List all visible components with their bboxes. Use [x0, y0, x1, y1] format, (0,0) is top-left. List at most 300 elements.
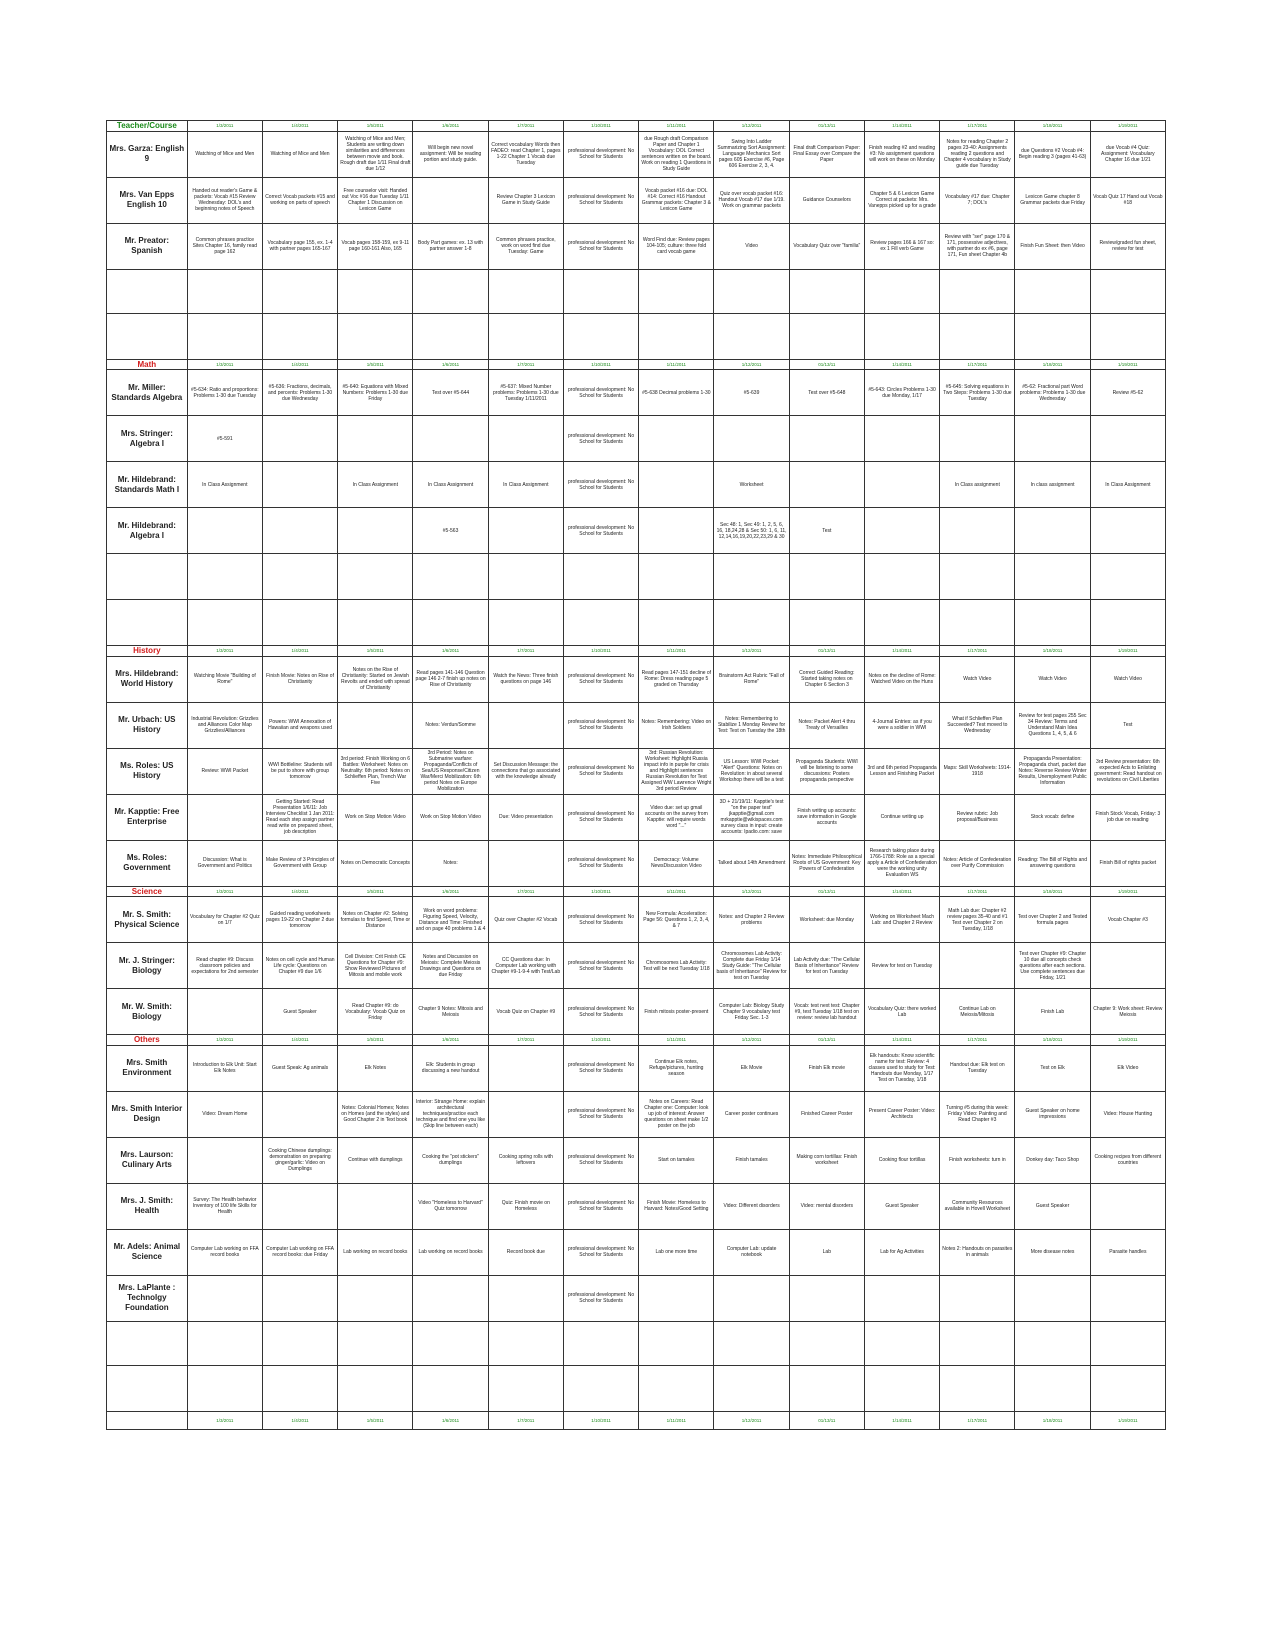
assignment-cell: More disease notes — [1015, 1229, 1090, 1275]
date-cell: 1/12/2011 — [714, 121, 789, 132]
assignment-cell — [639, 1275, 714, 1321]
assignment-cell: Work on Stop Motion Video — [413, 794, 488, 840]
teacher-name — [107, 269, 188, 313]
assignment-cell — [714, 554, 789, 600]
date-cell: 1/4/2011 — [262, 121, 337, 132]
date-cell: 1/14/2011 — [864, 359, 939, 370]
date-cell: 1/5/2011 — [338, 1035, 413, 1046]
assignment-cell: Review rubric: Job proposal/Business — [940, 794, 1015, 840]
date-cell: 1/19/2011 — [1090, 121, 1165, 132]
teacher-row — [107, 554, 1166, 600]
assignment-cell — [338, 702, 413, 748]
assignment-cell: In Class Assignment — [488, 462, 563, 508]
assignment-cell — [639, 269, 714, 313]
assignment-cell: professional development: No School for Students — [563, 1183, 638, 1229]
assignment-cell: 3rd period: Finish Working on 6 Battles: Worksheet: Notes on Neutrality: 6th period: Notes on Schlieffen Plan, Trench War Five — [338, 748, 413, 794]
assignment-cell — [187, 1365, 262, 1411]
assignment-cell: #5-638 Decimal problems 1-30 — [639, 370, 714, 416]
assignment-cell: Elk: Students in group discussing a new handout — [413, 1045, 488, 1091]
assignment-cell: #5-634: Ratio and proportions: Problems 1-30 due Tuesday — [187, 370, 262, 416]
assignment-cell: Vocabulary #17 due: Chapter 7; DOL's — [940, 177, 1015, 223]
assignment-cell: Guest Speaker on home impressions — [1015, 1091, 1090, 1137]
assignment-cell — [187, 554, 262, 600]
teacher-name: Mrs. J. Smith: Health — [107, 1183, 188, 1229]
teacher-row — [107, 600, 1166, 646]
assignment-cell: Computer Lab: update notebook — [714, 1229, 789, 1275]
assignment-cell — [1090, 1275, 1165, 1321]
assignment-cell: Elk Movie — [714, 1045, 789, 1091]
assignment-cell: Notes: — [413, 840, 488, 886]
assignment-cell: professional development: No School for Students — [563, 416, 638, 462]
assignment-cell: Notes for reading Chapter 2 pages 23-40: Assignments reading 2 questions and Chapter 4 vocabulary in Study guide due Tuesday — [940, 131, 1015, 177]
assignment-cell: Notes: and Chapter 2 Review problems — [714, 897, 789, 943]
date-cell: 1/7/2011 — [488, 1035, 563, 1046]
teacher-name: Ms. Roles: US History — [107, 748, 188, 794]
assignment-cell — [338, 1365, 413, 1411]
assignment-cell — [262, 1321, 337, 1365]
assignment-cell — [338, 416, 413, 462]
assignment-cell: 3rd and 6th period Propaganda Lesson and Finishing Packet — [864, 748, 939, 794]
assignment-cell: Vocab Chapter #3 — [1090, 897, 1165, 943]
date-header-row — [107, 886, 1166, 897]
assignment-cell — [187, 989, 262, 1035]
assignment-cell — [714, 269, 789, 313]
assignment-cell: In Class Assignment — [1090, 462, 1165, 508]
date-cell: 1/12/2011 — [714, 1411, 789, 1429]
assignment-cell — [1015, 600, 1090, 646]
assignment-cell — [789, 462, 864, 508]
assignment-cell: Handed out reader's Game & packets: Vocab #15 Review Wednesday: DOL's and beginning notes of Speech — [187, 177, 262, 223]
teacher-name — [107, 600, 188, 646]
assignment-cell — [488, 1045, 563, 1091]
assignment-cell: Cell Division: Crit Finish CE Questions for Chapter #9: Show Reviewed Pictures of Mitosis and mobile work — [338, 943, 413, 989]
assignment-cell — [940, 554, 1015, 600]
assignment-cell — [1015, 313, 1090, 359]
teacher-name: Mrs. LaPlante : Technolgy Foundation — [107, 1275, 188, 1321]
assignment-cell — [488, 554, 563, 600]
assignment-cell: Guided reading worksheets pages 19-22 on Chapter 2 due tomorrow — [262, 897, 337, 943]
date-cell: 1/10/2011 — [563, 646, 638, 657]
date-cell: 1/7/2011 — [488, 359, 563, 370]
teacher-row — [107, 1137, 1166, 1183]
assignment-cell: Vocabulary Quiz: there worked Lab — [864, 989, 939, 1035]
date-cell: 1/5/2011 — [338, 646, 413, 657]
assignment-cell — [262, 554, 337, 600]
date-cell: 1/18/2011 — [1015, 359, 1090, 370]
date-cell: 1/3/2011 — [187, 121, 262, 132]
assignment-cell — [789, 269, 864, 313]
date-cell: 1/5/2011 — [338, 359, 413, 370]
assignment-cell: professional development: No School for Students — [563, 897, 638, 943]
assignment-cell: professional development: No School for Students — [563, 748, 638, 794]
teacher-name: Mr. Kapptie: Free Enterprise — [107, 794, 188, 840]
date-cell: 1/17/2011 — [940, 359, 1015, 370]
assignment-cell: professional development: No School for Students — [563, 1091, 638, 1137]
assignment-cell: Finish Fun Sheet: then Video — [1015, 223, 1090, 269]
assignment-cell: Getting Started: Read Presentation 1/6/11: Job Interview Checklist 1 Jan 2011: Read each step assign partner read write on prepared sheet, job description — [262, 794, 337, 840]
date-cell: 1/10/2011 — [563, 886, 638, 897]
section-label: History — [107, 646, 188, 657]
assignment-cell — [488, 1091, 563, 1137]
assignment-cell: 3rd: Russian Revolution: Worksheet: Highlight Russia impact info in purple for crisis and Highlight sentences Russian Revolution for Test Assigned WW Lawrence Wright 3rd period Review — [639, 748, 714, 794]
assignment-cell: Read Chapter #9: do Vocabulary: Vocab Quiz on Friday — [338, 989, 413, 1035]
date-cell: 1/3/2011 — [187, 886, 262, 897]
assignment-cell: #5-637: Mixed Number problems: Problems 1-30 due Tuesday 1/11/2011 — [488, 370, 563, 416]
footer-spacer — [107, 1411, 188, 1429]
assignment-cell — [413, 554, 488, 600]
assignment-cell — [864, 1275, 939, 1321]
assignment-cell: Introduction to Elk Unit: Start Elk Notes — [187, 1045, 262, 1091]
date-cell: 1/7/2011 — [488, 886, 563, 897]
assignment-cell: Vocab: test next test: Chapter #9, test Tuesday 1/18 test on review: review lab handout — [789, 989, 864, 1035]
date-cell: 1/18/2011 — [1015, 886, 1090, 897]
assignment-cell — [714, 1321, 789, 1365]
assignment-cell: Due: Video presentation — [488, 794, 563, 840]
assignment-cell: Elk handouts: Know scientific name for test: Review: 4 classes used to study for Test: Handouts due Monday, 1/17 Test on Tuesday, 1/18 — [864, 1045, 939, 1091]
assignment-cell — [413, 1365, 488, 1411]
assignment-cell: Test over #5-644 — [413, 370, 488, 416]
assignment-cell — [789, 554, 864, 600]
assignment-cell: Review for test on Tuesday — [864, 943, 939, 989]
assignment-cell — [413, 177, 488, 223]
assignment-cell — [940, 1275, 1015, 1321]
assignment-cell: Read chapter #9: Discuss classroom policies and expectations for 2nd semester — [187, 943, 262, 989]
date-header-row — [107, 1035, 1166, 1046]
date-cell: 1/4/2011 — [262, 1035, 337, 1046]
assignment-cell: professional development: No School for Students — [563, 840, 638, 886]
date-cell: 1/17/2011 — [940, 1035, 1015, 1046]
teacher-row — [107, 508, 1166, 554]
teacher-name: Mr. J. Stringer: Biology — [107, 943, 188, 989]
date-cell: 1/12/2011 — [714, 886, 789, 897]
assignment-cell: In Class Assignment — [413, 462, 488, 508]
teacher-name: Mrs. Smith Interior Design — [107, 1091, 188, 1137]
assignment-cell: Video "Homeless to Harvard" Quiz tomorrow — [413, 1183, 488, 1229]
assignment-cell — [187, 508, 262, 554]
assignment-cell — [488, 840, 563, 886]
assignment-cell: Video: mental disorders — [789, 1183, 864, 1229]
assignment-cell: Lab Activity due: "The Cellular Basis of Inheritance" Review for test on Tuesday — [789, 943, 864, 989]
assignment-cell: Finish reading #2 and reading #3: No assignment questions will work on these on Monday — [864, 131, 939, 177]
assignment-cell: #5-645: Solving equations in Two Steps: Problems 1-30 due Tuesday — [940, 370, 1015, 416]
date-cell: 01/13/11 — [789, 121, 864, 132]
assignment-cell: 3rd Review presentation: 6th expected Acts to Enlisting government: Read handout on revolutions on Civil Liberties — [1090, 748, 1165, 794]
date-cell: 1/6/2011 — [413, 1411, 488, 1429]
assignment-cell: Research taking place during 1766-1788: Role as a special apply a Article of Confederation were the working unity Evaluation WS — [864, 840, 939, 886]
date-cell: 1/11/2011 — [639, 359, 714, 370]
assignment-cell — [338, 600, 413, 646]
assignment-cell: Test over Chapter #9: Chapter 10 due all concepts check questions after each sections. Use complete sentences due Friday, 1/21 — [1015, 943, 1090, 989]
assignment-cell: Notes on Democratic Concepts — [338, 840, 413, 886]
assignment-cell: Worksheet: due Monday — [789, 897, 864, 943]
assignment-cell — [488, 269, 563, 313]
assignment-cell — [563, 554, 638, 600]
assignment-cell: Quiz over Chapter #2 Vocab — [488, 897, 563, 943]
assignment-cell — [262, 462, 337, 508]
assignment-cell: Elk Notes — [338, 1045, 413, 1091]
section-label: Math — [107, 359, 188, 370]
assignment-cell — [940, 269, 1015, 313]
date-cell: 01/13/11 — [789, 1411, 864, 1429]
assignment-cell — [262, 1091, 337, 1137]
date-cell: 1/3/2011 — [187, 1411, 262, 1429]
assignment-cell — [262, 1275, 337, 1321]
assignment-cell: New Formula: Acceleration: Page 56: Questions 1, 2, 3, 4, & 7 — [639, 897, 714, 943]
assignment-cell: Notes on Careers: Read Chapter one: Computer: look up job of interest: Answer questions on sheet make 1/2 poster on the job — [639, 1091, 714, 1137]
assignment-cell: Test over #5-648 — [789, 370, 864, 416]
assignment-cell — [1015, 554, 1090, 600]
assignment-cell — [1090, 1183, 1165, 1229]
assignment-cell: Notes: Packet Alert 4 thru Treaty of Versailles — [789, 702, 864, 748]
assignment-cell — [940, 1321, 1015, 1365]
date-header-row — [107, 121, 1166, 132]
assignment-cell: Finish Movie: Homeless to Harvard: Notes/Good Setting — [639, 1183, 714, 1229]
date-cell: 01/13/11 — [789, 886, 864, 897]
date-cell: 1/19/2011 — [1090, 1035, 1165, 1046]
teacher-row — [107, 1229, 1166, 1275]
date-cell: 1/3/2011 — [187, 359, 262, 370]
assignment-cell: Elk Video — [1090, 1045, 1165, 1091]
assignment-cell: Quiz: Finish movie on Homeless — [488, 1183, 563, 1229]
assignment-cell: #5-636: Fractions, decimals, and percents: Problems 1-30 due Wednesday — [262, 370, 337, 416]
assignment-cell: Video due: set up gmail accounts on the survey from Kapptie: will require words word "..." — [639, 794, 714, 840]
date-cell: 1/19/2011 — [1090, 1411, 1165, 1429]
assignment-cell — [940, 416, 1015, 462]
assignment-cell: In class assignment — [1015, 462, 1090, 508]
teacher-row — [107, 943, 1166, 989]
date-cell: 1/6/2011 — [413, 121, 488, 132]
assignment-cell: Brainstorm Act Rubric "Fall of Rome" — [714, 656, 789, 702]
assignment-cell — [488, 1365, 563, 1411]
assignment-cell — [488, 313, 563, 359]
assignment-cell — [563, 313, 638, 359]
assignment-cell: #5-643: Circles Problems 1-30 due Monday, 1/17 — [864, 370, 939, 416]
date-cell: 1/7/2011 — [488, 1411, 563, 1429]
assignment-cell: Watching of Mice and Men; Students are writing down similarities and differences between movie and book. Rough draft due 1/11 Final draft due 1/12 — [338, 131, 413, 177]
assignment-cell — [563, 600, 638, 646]
assignment-cell: Propaganda Students: WWI will be listening to some discussions: Posters propaganda perspective — [789, 748, 864, 794]
assignment-cell: Working on Worksheet Mach Lab: and Chapter 2 Review — [864, 897, 939, 943]
assignment-cell: Finish worksheets: turn in — [940, 1137, 1015, 1183]
assignment-cell: Video — [714, 223, 789, 269]
date-cell: 1/6/2011 — [413, 1035, 488, 1046]
assignment-cell: Cooking the "pot stickers" dumplings — [413, 1137, 488, 1183]
assignment-cell: Set Discussion Message: the connections that go associated with the knowledge already — [488, 748, 563, 794]
assignment-cell: Guest Speaker — [262, 989, 337, 1035]
date-cell: 1/4/2011 — [262, 1411, 337, 1429]
assignment-cell: Finish Lab — [1015, 989, 1090, 1035]
assignment-cell — [488, 1275, 563, 1321]
assignment-cell: #5-639 — [714, 370, 789, 416]
assignment-cell: Cooking recipes from different countries — [1090, 1137, 1165, 1183]
assignment-cell: Will begin new novel assignment: Will be reading portion and study guide. — [413, 131, 488, 177]
assignment-cell — [639, 313, 714, 359]
date-cell: 1/18/2011 — [1015, 1035, 1090, 1046]
assignment-cell: Watch the News: Three finish questions on page 146 — [488, 656, 563, 702]
assignment-cell: Test — [1090, 702, 1165, 748]
assignment-cell — [488, 508, 563, 554]
teacher-name: Mr. Preator: Spanish — [107, 223, 188, 269]
date-cell: 1/5/2011 — [338, 1411, 413, 1429]
assignment-cell: Notes on Chapter #2: Solving formulas to find Speed, Time or Distance — [338, 897, 413, 943]
assignment-cell — [413, 313, 488, 359]
date-cell: 1/18/2011 — [1015, 1411, 1090, 1429]
assignment-cell: Free counselor visit: Handed out Voc #16 due Tuesday 1/11 Chapter 1 Discussion on Lexicon Game — [338, 177, 413, 223]
assignment-cell: Video: Different disorders — [714, 1183, 789, 1229]
date-cell: 01/13/11 — [789, 1035, 864, 1046]
assignment-cell: Computer Lab: Biology Study Chapter 9 vocabulary test Friday Sec. 1-3 — [714, 989, 789, 1035]
assignment-cell: Guest Speaker — [864, 1183, 939, 1229]
section-label: Others — [107, 1035, 188, 1046]
assignment-cell — [262, 1365, 337, 1411]
assignment-cell — [714, 416, 789, 462]
date-cell: 1/6/2011 — [413, 886, 488, 897]
assignment-cell: Notes: Remembering to Stabilize 1 Monday Review for Test: Test on Tuesday the 18th — [714, 702, 789, 748]
assignment-cell: Continue Elk notes, Refuge/pictures, hunting season — [639, 1045, 714, 1091]
teacher-row — [107, 897, 1166, 943]
assignment-cell — [864, 1365, 939, 1411]
assignment-cell: Vocab pages 158-159, ex 9-11 page 160-161 Also, 165 — [338, 223, 413, 269]
teacher-name: Mrs. Smith Environment — [107, 1045, 188, 1091]
date-cell: 1/3/2011 — [187, 646, 262, 657]
assignment-cell: Watch Video — [940, 656, 1015, 702]
assignment-cell: Vocabulary for Chapter #2 Quiz on 1/7 — [187, 897, 262, 943]
assignment-cell — [714, 1275, 789, 1321]
assignment-cell: Watching of Mice and Men — [262, 131, 337, 177]
teacher-name: Ms. Roles: Government — [107, 840, 188, 886]
assignment-cell: Final draft Comparison Paper: Final Essay over Compare the Paper — [789, 131, 864, 177]
date-cell: 1/4/2011 — [262, 646, 337, 657]
teacher-name: Mrs. Garza: English 9 — [107, 131, 188, 177]
assignment-cell — [187, 794, 262, 840]
assignment-cell: Stock vocab: define — [1015, 794, 1090, 840]
teacher-name: Mrs. Stringer: Algebra I — [107, 416, 188, 462]
teacher-name: Mrs. Laurson: Culinary Arts — [107, 1137, 188, 1183]
date-cell: 1/11/2011 — [639, 646, 714, 657]
assignment-cell: Guest Speak: Ag animals — [262, 1045, 337, 1091]
assignment-cell — [187, 1321, 262, 1365]
assignment-cell: due Questions #2 Vocab #4: Begin reading 3 (pages 41-63) — [1015, 131, 1090, 177]
assignment-cell: Vocab Quiz 17 Hand out Vocab #18 — [1090, 177, 1165, 223]
date-cell: 1/14/2011 — [864, 1035, 939, 1046]
date-cell: 1/18/2011 — [1015, 121, 1090, 132]
assignment-cell — [789, 1321, 864, 1365]
teacher-name: Mr. S. Smith: Physical Science — [107, 897, 188, 943]
assignment-cell: Body Part games: ex. 13 with partner answer 1-8 — [413, 223, 488, 269]
date-cell: 1/11/2011 — [639, 1411, 714, 1429]
date-cell: 1/12/2011 — [714, 1035, 789, 1046]
assignment-cell: professional development: No School for Students — [563, 223, 638, 269]
assignment-cell: Work on Stop Motion Video — [338, 794, 413, 840]
assignment-cell: Review: WWI Packet — [187, 748, 262, 794]
teacher-row — [107, 1321, 1166, 1365]
teacher-row — [107, 223, 1166, 269]
teacher-row — [107, 269, 1166, 313]
assignment-cell: Finished Career Poster — [789, 1091, 864, 1137]
teacher-name: Mr. Urbach: US History — [107, 702, 188, 748]
assignment-cell: Computer Lab working on FFA record books — [187, 1229, 262, 1275]
assignment-cell: Community Resources available in Hovell Worksheet — [940, 1183, 1015, 1229]
teacher-row — [107, 370, 1166, 416]
assignment-cell: professional development: No School for Students — [563, 943, 638, 989]
teacher-row — [107, 416, 1166, 462]
date-cell: 1/17/2011 — [940, 1411, 1015, 1429]
assignment-cell: Handout due: Elk test on Tuesday — [940, 1045, 1015, 1091]
teacher-row — [107, 1183, 1166, 1229]
assignment-cell: Finish tamales — [714, 1137, 789, 1183]
assignment-cell: Present Career Poster: Video: Architects — [864, 1091, 939, 1137]
assignment-cell: Vocab packet #16 due: DOL #14: Correct #16 Handout Grammar packets: Chapter 3 & Lexicon Game — [639, 177, 714, 223]
assignment-cell: Review Chapter 3 Lexicon Game in Study Guide — [488, 177, 563, 223]
date-cell: 1/7/2011 — [488, 121, 563, 132]
assignment-cell: Vocabulary page 155, ex. 1-4 with partner pages 165-167 — [262, 223, 337, 269]
assignment-cell — [1015, 269, 1090, 313]
assignment-cell: Notes: Article of Confederation over Purify Commission — [940, 840, 1015, 886]
assignment-cell: WWI Bottleline: Students will be put to shore with group tomorrow — [262, 748, 337, 794]
date-cell: 01/13/11 — [789, 646, 864, 657]
assignment-cell: Read pages 141-146 Question page 146 2-7 finish up notes on Rise of Christianity — [413, 656, 488, 702]
date-cell: 1/19/2011 — [1090, 359, 1165, 370]
assignment-cell: Notes on cell cycle and Human Life cycle: Questions on Chapter #9 due 1/6 — [262, 943, 337, 989]
assignment-cell: Industrial Revolution: Grizzlies and Alliances Color Map Grizzlies/Alliances — [187, 702, 262, 748]
assignment-cell — [187, 1275, 262, 1321]
teacher-name: Mr. Miller: Standards Algebra — [107, 370, 188, 416]
teacher-name — [107, 554, 188, 600]
assignment-cell — [639, 1365, 714, 1411]
teacher-name — [107, 1321, 188, 1365]
teacher-row — [107, 748, 1166, 794]
assignment-cell: Watch Video — [1015, 656, 1090, 702]
assignment-cell: Sec 48: 1, Sec 49: 1, 2, 5, 6, 16, 18,24,28 & Sec 50: 1, 6, 11, 12,14,16,19,20,22,23,29 & 30 — [714, 508, 789, 554]
assignment-cell: Continue with dumplings — [338, 1137, 413, 1183]
assignment-cell: Work on word problems: Figuring Speed, Velocity, Distance and Time: Finished and on page 40 problems 1 & 4 — [413, 897, 488, 943]
assignment-cell — [714, 600, 789, 646]
assignment-cell — [187, 600, 262, 646]
assignment-cell: Notes 2: Handouts on parasites in animals — [940, 1229, 1015, 1275]
assignment-cell — [1090, 1365, 1165, 1411]
assignment-cell — [1015, 1365, 1090, 1411]
assignment-cell: Lab working on record books — [338, 1229, 413, 1275]
assignment-cell — [488, 600, 563, 646]
assignment-cell: Donkey day: Taco Shop — [1015, 1137, 1090, 1183]
assignment-cell: professional development: No School for Students — [563, 989, 638, 1035]
date-cell: 1/17/2011 — [940, 646, 1015, 657]
assignment-cell — [262, 508, 337, 554]
teacher-name: Mr. Hildebrand: Standards Math I — [107, 462, 188, 508]
assignment-cell: professional development: No School for Students — [563, 177, 638, 223]
assignment-cell: Common phrases practice, work on word find due Tuesday: Game — [488, 223, 563, 269]
date-cell: 1/10/2011 — [563, 359, 638, 370]
assignment-cell: professional development: No School for Students — [563, 1275, 638, 1321]
assignment-cell: Lab — [789, 1229, 864, 1275]
teacher-row — [107, 313, 1166, 359]
teacher-row — [107, 1091, 1166, 1137]
date-cell: 1/7/2011 — [488, 646, 563, 657]
assignment-cell: Notes: Colonial Homes; Notes on Homes (and the styles) and Good Chapter 2 in Text book — [338, 1091, 413, 1137]
assignment-cell: Continue writing up — [864, 794, 939, 840]
assignment-cell: What if Schlieffen Plan Succeeded? Test moved to Wednesday — [940, 702, 1015, 748]
assignment-cell — [488, 416, 563, 462]
teacher-name: Mr. Hildebrand: Algebra I — [107, 508, 188, 554]
assignment-cell: 3rd Period: Notes on Submarine warfare: Propaganda/Conflicts of Sea/US Response/Citizen War/Merci Mobilization: 6th period Notes on Europe Mobilization — [413, 748, 488, 794]
assignment-cell — [413, 269, 488, 313]
assignment-cell: Career poster continues — [714, 1091, 789, 1137]
assignment-cell: Watch Video — [1090, 656, 1165, 702]
assignment-cell — [563, 1365, 638, 1411]
assignment-cell: Finish Movie: Notes on Rise of Christianity — [262, 656, 337, 702]
assignment-cell: #5-62: Fractional part Word problems: Problems 1-30 due Wednesday — [1015, 370, 1090, 416]
assignment-cell: 4-Journal Entries: as if you were a soldier in WWI — [864, 702, 939, 748]
